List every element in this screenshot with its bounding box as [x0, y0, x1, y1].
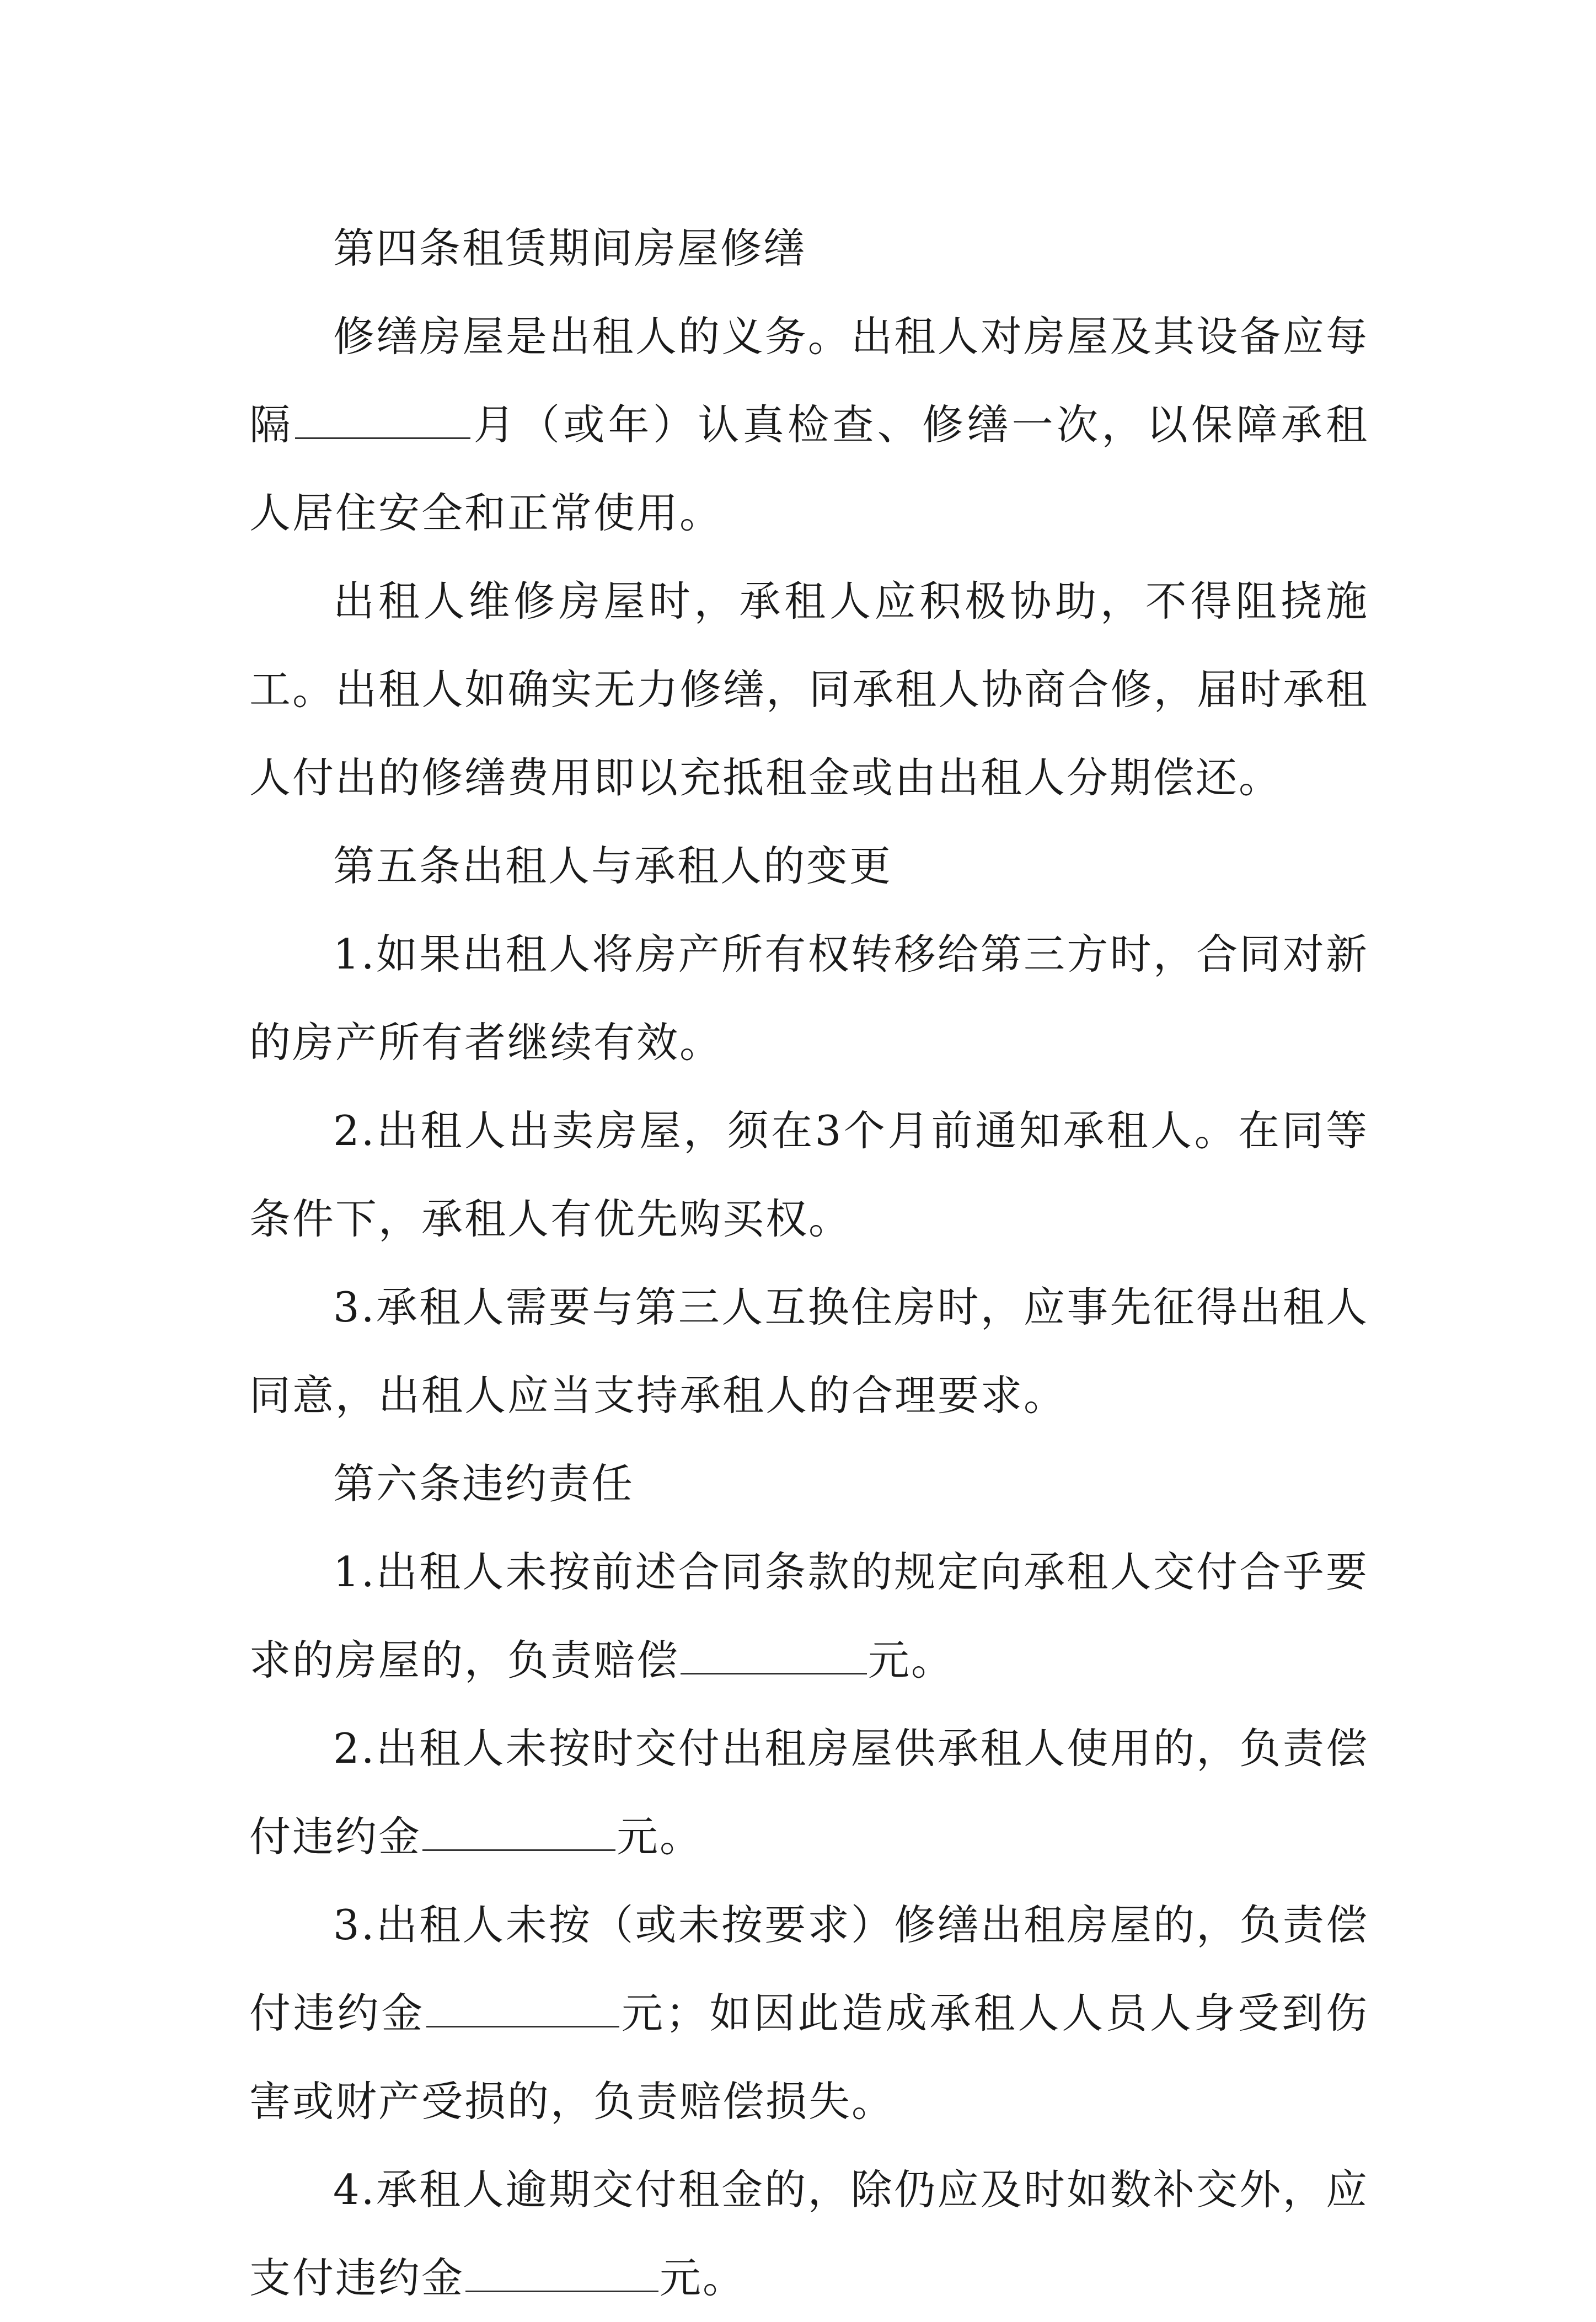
- article-6-clause-1: [249, 1528, 1369, 1704]
- article-5-clause-2: 2.出租人出卖房屋，须在3个月前通知承租人。在同等条件下，承租人有优先购买权。: [249, 1106, 1369, 1243]
- article-4-paragraph-2: 出租人维修房屋时，承租人应积极协助，不得阻挠施工。出租人如确实无力修缮，同承租人协商合修，届时承租人付出的修缮费用即以充抵租金或由出租人分期偿还。: [249, 577, 1369, 802]
- article-6-clause-3: [249, 1881, 1369, 2146]
- text-segment: 元。: [617, 1812, 703, 1861]
- article-6-clause-4: [249, 2146, 1369, 2322]
- blank-line-penalty-amount[interactable]: [422, 1811, 615, 1851]
- text-segment: 1.出租人未按前述合同条款的规定向承租人交付合乎要求的房屋的，负责赔偿: [249, 1548, 1369, 1684]
- article-6-clause-2: [249, 1704, 1369, 1881]
- text-segment: 元；如因此造成承租人人员人身受到伤害或财产受损的，负责赔偿损失。: [249, 1989, 1369, 2126]
- blank-line-penalty-amount[interactable]: [465, 2252, 658, 2292]
- article-5-clause-3: 3.承租人需要与第三人互换住房时，应事先征得出租人同意，出租人应当支持承租人的合理要求。: [249, 1283, 1369, 1420]
- document-page: [249, 204, 1369, 2322]
- text-segment: 3.出租人未按（或未按要求）修缮出租房屋的，负责偿付违约金: [249, 1901, 1369, 2037]
- blank-line-penalty-amount[interactable]: [426, 1987, 619, 2027]
- article-4-paragraph-1: [249, 292, 1369, 557]
- article-5-heading: 第五条出租人与承租人的变更: [333, 842, 893, 890]
- blank-line-compensation-amount[interactable]: [681, 1634, 867, 1674]
- article-4-heading: 第四条租赁期间房屋修缮: [333, 224, 807, 272]
- article-6-heading: 第六条违约责任: [333, 1459, 635, 1508]
- text-segment: 2.出租人未按时交付出租房屋供承租人使用的，负责偿付违约金: [249, 1724, 1369, 1861]
- text-segment: 元。: [868, 1636, 955, 1684]
- text-segment: 4.承租人逾期交付租金的，除仍应及时如数补交外，应支付违约金: [249, 2165, 1369, 2302]
- blank-line-inspection-interval[interactable]: [295, 399, 470, 439]
- text-segment: 元。: [660, 2254, 746, 2302]
- text-segment: 修缮房屋是出租人的义务。出租人对房屋及其设备应每隔: [249, 312, 1369, 449]
- article-5-clause-1: 1.如果出租人将房产所有权转移给第三方时，合同对新的房产所有者继续有效。: [249, 930, 1369, 1067]
- text-segment: 月（或年）认真检查、修缮一次，以保障承租人居住安全和正常使用。: [249, 400, 1369, 537]
